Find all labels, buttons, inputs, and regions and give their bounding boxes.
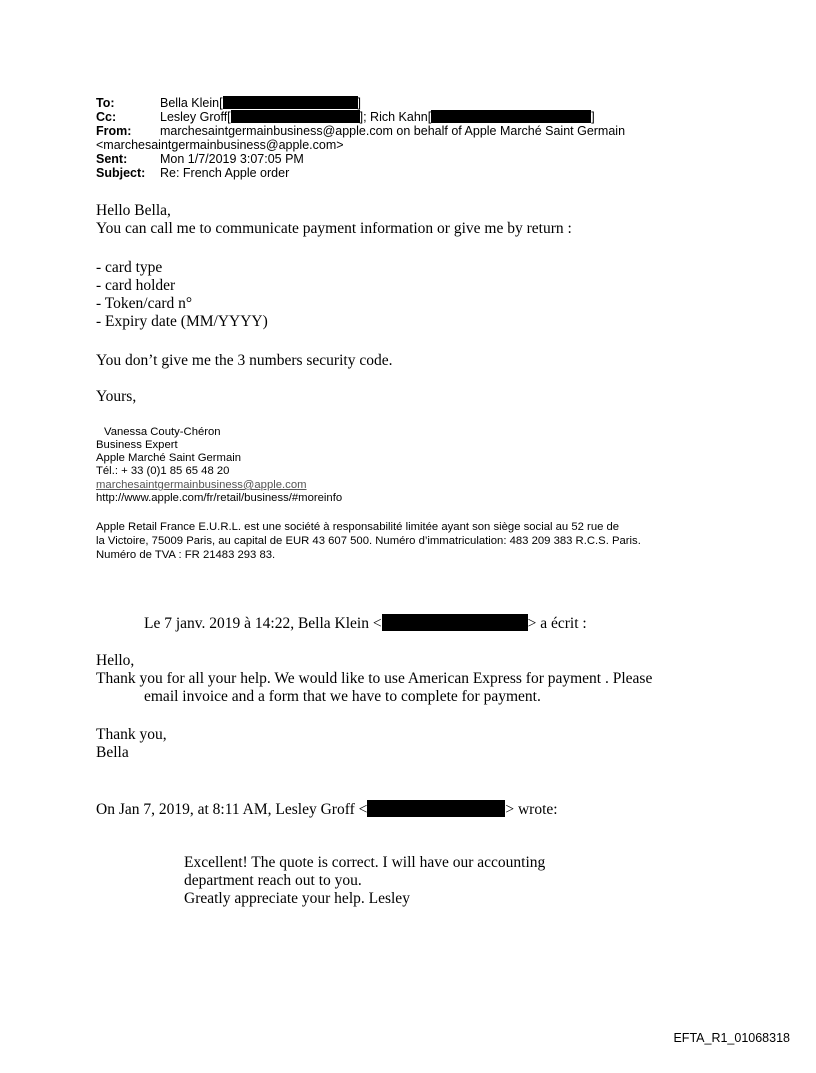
- quote-line: Thank you for all your help. We would like to use American Express for payment . Please: [96, 670, 653, 687]
- quote-line: Greatly appreciate your help. Lesley: [184, 890, 410, 907]
- body-line: You can call me to communicate payment information or give me by return :: [96, 220, 572, 237]
- from-value: marchesaintgermainbusiness@apple.com on behalf of Apple Marché Saint Germain: [160, 124, 626, 138]
- security-note: You don’t give me the 3 numbers security code.: [96, 352, 393, 369]
- to-row: [96, 96, 362, 110]
- sent-row: [96, 152, 304, 166]
- redaction-block: [431, 110, 591, 123]
- sent-value: Mon 1/7/2019 3:07:05 PM: [160, 152, 304, 166]
- quote-intro-after: > wrote:: [505, 801, 558, 818]
- quote-intro-before: On Jan 7, 2019, at 8:11 AM, Lesley Groff <: [96, 801, 368, 818]
- document-id: EFTA_R1_01068318: [673, 1031, 790, 1045]
- to-name: Bella Klein[: [160, 96, 223, 110]
- signature-email-link[interactable]: marchesaintgermainbusiness@apple.com: [96, 479, 307, 491]
- quote-greeting: Hello,: [96, 652, 135, 669]
- quote-thanks: Thank you,: [96, 726, 167, 743]
- greeting: Hello Bella,: [96, 202, 171, 219]
- from-continuation: <marchesaintgermainbusiness@apple.com>: [96, 138, 344, 152]
- subject-value: Re: French Apple order: [160, 166, 290, 180]
- closing: Yours,: [96, 388, 137, 405]
- quote-intro: [144, 614, 587, 633]
- cc-label: Cc:: [96, 110, 117, 124]
- quote-intro: [96, 800, 558, 819]
- redaction-block: [382, 614, 528, 631]
- quote-line: Excellent! The quote is correct. I will have our accounting: [184, 854, 546, 871]
- signature-url: http://www.apple.com/fr/retail/business/#moreinfo: [96, 492, 343, 504]
- subject-label: Subject:: [96, 166, 146, 180]
- quote-line: department reach out to you.: [184, 872, 362, 889]
- to-close: ]: [357, 96, 362, 110]
- quote-signoff: Bella: [96, 744, 129, 761]
- cc-separator: ]; Rich Kahn[: [359, 110, 432, 124]
- subject-row: [96, 166, 290, 180]
- signature-phone: Tél.: + 33 (0)1 85 65 48 20: [96, 465, 230, 477]
- legal-line: Numéro de TVA : FR 21483 293 83.: [96, 549, 276, 561]
- redaction-block: [223, 96, 358, 109]
- to-label: To:: [96, 96, 115, 110]
- redaction-block: [367, 800, 505, 817]
- quote-line: email invoice and a form that we have to complete for payment.: [144, 688, 541, 705]
- cc-close: ]: [591, 110, 595, 124]
- cc-row: [96, 110, 595, 124]
- signature-title: Business Expert: [96, 439, 178, 451]
- legal-line: Apple Retail France E.U.R.L. est une société à responsabilité limitée ayant son siège social au 52 rue de: [96, 521, 620, 533]
- from-label: From:: [96, 124, 132, 138]
- legal-line: la Victoire, 75009 Paris, au capital de EUR 43 607 500. Numéro d’immatriculation: 483 209 383 R.C.S. Paris.: [96, 535, 641, 547]
- list-item: - card type: [96, 259, 163, 276]
- sent-label: Sent:: [96, 152, 128, 166]
- cc-name: Lesley Groff[: [160, 110, 231, 124]
- signature-store: Apple Marché Saint Germain: [96, 452, 242, 464]
- signature-name: Vanessa Couty-Chéron: [104, 426, 221, 438]
- list-item: - card holder: [96, 277, 176, 294]
- list-item: - Expiry date (MM/YYYY): [96, 313, 268, 330]
- quote-intro-before: Le 7 janv. 2019 à 14:22, Bella Klein <: [144, 615, 382, 632]
- redaction-block: [231, 110, 360, 123]
- list-item: - Token/card n°: [96, 295, 193, 312]
- from-row: [96, 124, 626, 138]
- quote-intro-after: > a écrit :: [527, 615, 587, 632]
